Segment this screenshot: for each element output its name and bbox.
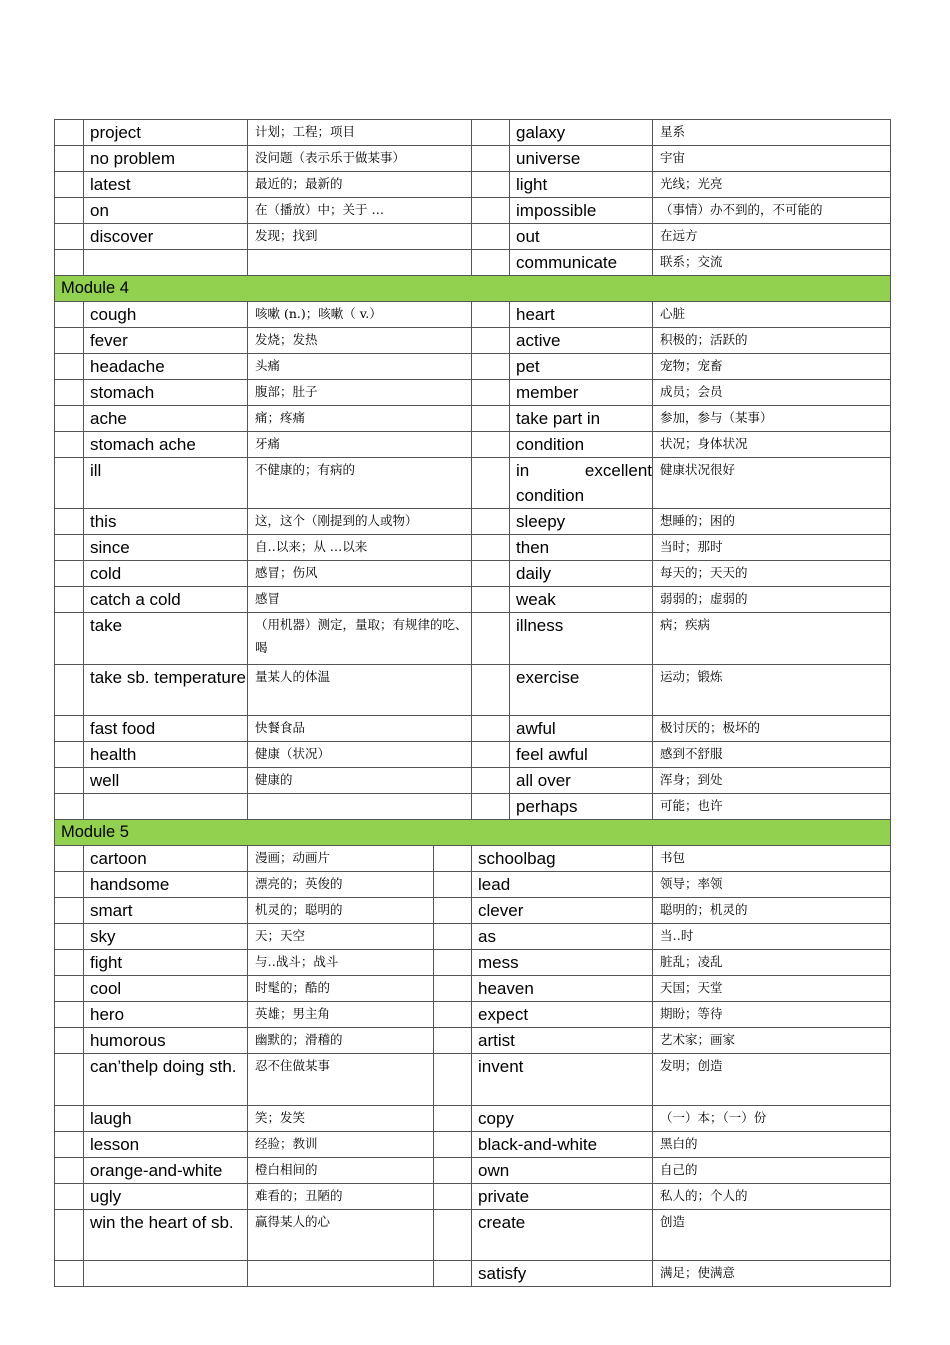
row-number-cell	[55, 872, 84, 898]
table-row	[55, 1105, 891, 1131]
chinese-meaning: 脏乱；凌乱	[653, 950, 891, 976]
english-word: fast food	[84, 716, 248, 742]
chinese-meaning: 病；疾病	[653, 613, 891, 665]
chinese-meaning: 光线；光亮	[653, 172, 891, 198]
top-section	[55, 120, 891, 276]
row-number-cell	[55, 301, 84, 327]
chinese-meaning: 最近的；最新的	[248, 172, 472, 198]
chinese-meaning: 腹部；肚子	[248, 379, 472, 405]
english-word: exercise	[510, 664, 653, 716]
chinese-meaning: 感冒；伤风	[248, 561, 472, 587]
module-5-header: Module 5	[55, 820, 891, 846]
english-word: stomach ache	[84, 431, 248, 457]
table-row	[55, 120, 891, 146]
english-word: illness	[510, 613, 653, 665]
row-number-cell	[472, 794, 510, 820]
module-4-section	[55, 276, 891, 302]
chinese-meaning: 宠物；宠畜	[653, 353, 891, 379]
row-number-cell	[472, 250, 510, 276]
row-number-cell	[55, 198, 84, 224]
row-number-cell	[55, 613, 84, 665]
spacer-cell	[434, 1002, 472, 1028]
english-word: well	[84, 768, 248, 794]
chinese-meaning: 时髦的；酷的	[248, 976, 434, 1002]
chinese-meaning: 成员；会员	[653, 379, 891, 405]
table-row	[55, 924, 891, 950]
chinese-meaning: 自己的	[653, 1157, 891, 1183]
chinese-meaning: 宇宙	[653, 146, 891, 172]
english-word: create	[472, 1209, 653, 1261]
row-number-cell	[472, 742, 510, 768]
english-word: take	[84, 613, 248, 665]
row-number-cell	[55, 535, 84, 561]
chinese-meaning: 想睡的；困的	[653, 509, 891, 535]
english-word: satisfy	[472, 1261, 653, 1287]
row-number-cell	[55, 1028, 84, 1054]
row-number-cell	[472, 224, 510, 250]
english-word: heart	[510, 301, 653, 327]
english-word: daily	[510, 561, 653, 587]
row-number-cell	[472, 587, 510, 613]
english-word: can’thelp doing sth.	[84, 1054, 248, 1106]
spacer-cell	[434, 924, 472, 950]
row-number-cell	[472, 613, 510, 665]
english-word: orange-and-white	[84, 1157, 248, 1183]
english-word: communicate	[510, 250, 653, 276]
row-number-cell	[472, 535, 510, 561]
english-word: this	[84, 509, 248, 535]
english-word	[84, 250, 248, 276]
table-row	[55, 561, 891, 587]
chinese-meaning: 聪明的；机灵的	[653, 898, 891, 924]
row-number-cell	[55, 250, 84, 276]
row-number-cell	[55, 561, 84, 587]
english-word: artist	[472, 1028, 653, 1054]
chinese-meaning: 艺术家；画家	[653, 1028, 891, 1054]
english-word: weak	[510, 587, 653, 613]
row-number-cell	[55, 224, 84, 250]
chinese-meaning: 量某人的体温	[248, 664, 472, 716]
chinese-meaning: 黑白的	[653, 1131, 891, 1157]
table-row	[55, 1028, 891, 1054]
english-word: lesson	[84, 1131, 248, 1157]
vocabulary-sheet	[54, 119, 890, 1287]
chinese-meaning: 参加，参与（某事）	[653, 405, 891, 431]
english-word: ache	[84, 405, 248, 431]
table-row	[55, 379, 891, 405]
table-row	[55, 1209, 891, 1261]
row-number-cell	[55, 379, 84, 405]
english-word: schoolbag	[472, 846, 653, 872]
table-row	[55, 1261, 891, 1287]
spacer-cell	[434, 1105, 472, 1131]
table-row	[55, 768, 891, 794]
table-row	[55, 846, 891, 872]
english-word: out	[510, 224, 653, 250]
chinese-meaning: 创造	[653, 1209, 891, 1261]
english-word	[84, 794, 248, 820]
chinese-meaning: 经验；教训	[248, 1131, 434, 1157]
english-word: member	[510, 379, 653, 405]
chinese-meaning: 在（播放）中；关于 …	[248, 198, 472, 224]
chinese-meaning: 笑；发笑	[248, 1105, 434, 1131]
row-number-cell	[55, 1105, 84, 1131]
table-row	[55, 198, 891, 224]
english-word: galaxy	[510, 120, 653, 146]
chinese-meaning: （事情）办不到的，不可能的	[653, 198, 891, 224]
chinese-meaning: （用机器）测定，量取；有规律的吃、喝	[248, 613, 472, 665]
row-number-cell	[55, 794, 84, 820]
chinese-meaning: 浑身；到处	[653, 768, 891, 794]
chinese-meaning: 发现；找到	[248, 224, 472, 250]
english-word: fight	[84, 950, 248, 976]
table-row	[55, 353, 891, 379]
table-row	[55, 250, 891, 276]
english-word: stomach	[84, 379, 248, 405]
english-word: hero	[84, 1002, 248, 1028]
chinese-meaning: 当时；那时	[653, 535, 891, 561]
english-word: ugly	[84, 1183, 248, 1209]
table-row	[55, 172, 891, 198]
chinese-meaning: 感冒	[248, 587, 472, 613]
table-row	[55, 509, 891, 535]
row-number-cell	[55, 1054, 84, 1106]
english-word: latest	[84, 172, 248, 198]
module-5-rows	[55, 846, 891, 1287]
table-row	[55, 1157, 891, 1183]
english-word: catch a cold	[84, 587, 248, 613]
chinese-meaning: 与‥战斗；战斗	[248, 950, 434, 976]
english-word: cough	[84, 301, 248, 327]
english-word: since	[84, 535, 248, 561]
row-number-cell	[472, 301, 510, 327]
chinese-meaning: 忍不住做某事	[248, 1054, 434, 1106]
row-number-cell	[55, 457, 84, 509]
row-number-cell	[55, 120, 84, 146]
english-word: take part in	[510, 405, 653, 431]
table-row	[55, 1131, 891, 1157]
row-number-cell	[55, 1261, 84, 1287]
table-row	[55, 613, 891, 665]
english-word: active	[510, 327, 653, 353]
table-row	[55, 794, 891, 820]
chinese-meaning: 星系	[653, 120, 891, 146]
english-word: feel awful	[510, 742, 653, 768]
row-number-cell	[55, 716, 84, 742]
spacer-cell	[434, 1157, 472, 1183]
english-word: all over	[510, 768, 653, 794]
english-word: take sb. temperature	[84, 664, 248, 716]
row-number-cell	[472, 716, 510, 742]
table-row	[55, 327, 891, 353]
english-word: handsome	[84, 872, 248, 898]
chinese-meaning: 橙白相间的	[248, 1157, 434, 1183]
row-number-cell	[55, 146, 84, 172]
table-row	[55, 872, 891, 898]
chinese-meaning: 痛；疼痛	[248, 405, 472, 431]
english-word: mess	[472, 950, 653, 976]
chinese-meaning: 天；天空	[248, 924, 434, 950]
chinese-meaning	[248, 250, 472, 276]
english-word: expect	[472, 1002, 653, 1028]
chinese-meaning: 漂亮的；英俊的	[248, 872, 434, 898]
english-word: heaven	[472, 976, 653, 1002]
chinese-meaning: 感到不舒服	[653, 742, 891, 768]
english-word: pet	[510, 353, 653, 379]
english-word: cold	[84, 561, 248, 587]
module-5-section	[55, 820, 891, 846]
chinese-meaning: 书包	[653, 846, 891, 872]
row-number-cell	[55, 405, 84, 431]
chinese-meaning: 没问题（表示乐于做某事）	[248, 146, 472, 172]
english-word: cool	[84, 976, 248, 1002]
row-number-cell	[472, 198, 510, 224]
row-number-cell	[55, 742, 84, 768]
row-number-cell	[472, 146, 510, 172]
spacer-cell	[434, 898, 472, 924]
spacer-cell	[434, 846, 472, 872]
spacer-cell	[434, 1028, 472, 1054]
table-row	[55, 457, 891, 509]
english-word: discover	[84, 224, 248, 250]
row-number-cell	[55, 924, 84, 950]
chinese-meaning: 每天的；天天的	[653, 561, 891, 587]
chinese-meaning: 领导；率领	[653, 872, 891, 898]
english-word: in excellent condition	[510, 457, 653, 509]
chinese-meaning: 联系；交流	[653, 250, 891, 276]
english-word: condition	[510, 431, 653, 457]
chinese-meaning: 计划；工程；项目	[248, 120, 472, 146]
row-number-cell	[55, 846, 84, 872]
row-number-cell	[472, 379, 510, 405]
chinese-meaning: 满足；使满意	[653, 1261, 891, 1287]
english-word: light	[510, 172, 653, 198]
row-number-cell	[472, 768, 510, 794]
english-word: health	[84, 742, 248, 768]
chinese-meaning: 状况；身体状况	[653, 431, 891, 457]
english-word: sky	[84, 924, 248, 950]
row-number-cell	[55, 898, 84, 924]
row-number-cell	[472, 509, 510, 535]
table-row	[55, 405, 891, 431]
chinese-meaning: 快餐食品	[248, 716, 472, 742]
row-number-cell	[55, 664, 84, 716]
table-row	[55, 224, 891, 250]
english-word: lead	[472, 872, 653, 898]
table-row	[55, 976, 891, 1002]
chinese-meaning: 难看的；丑陋的	[248, 1183, 434, 1209]
english-word: as	[472, 924, 653, 950]
table-row	[55, 146, 891, 172]
spacer-cell	[434, 872, 472, 898]
table-row	[55, 898, 891, 924]
row-number-cell	[55, 587, 84, 613]
table-row	[55, 716, 891, 742]
vocabulary-table	[54, 119, 891, 1287]
chinese-meaning: 天国；天堂	[653, 976, 891, 1002]
chinese-meaning: 期盼；等待	[653, 1002, 891, 1028]
spacer-cell	[434, 1131, 472, 1157]
row-number-cell	[472, 457, 510, 509]
english-word: sleepy	[510, 509, 653, 535]
row-number-cell	[472, 664, 510, 716]
english-word: fever	[84, 327, 248, 353]
chinese-meaning: 私人的；个人的	[653, 1183, 891, 1209]
row-number-cell	[55, 431, 84, 457]
chinese-meaning: 当‥时	[653, 924, 891, 950]
english-word: invent	[472, 1054, 653, 1106]
row-number-cell	[55, 1157, 84, 1183]
table-row	[55, 301, 891, 327]
row-number-cell	[472, 120, 510, 146]
english-word: smart	[84, 898, 248, 924]
english-word: cartoon	[84, 846, 248, 872]
chinese-meaning: 头痛	[248, 353, 472, 379]
english-word: awful	[510, 716, 653, 742]
table-row	[55, 431, 891, 457]
row-number-cell	[55, 509, 84, 535]
chinese-meaning	[248, 794, 472, 820]
chinese-meaning: 不健康的；有病的	[248, 457, 472, 509]
chinese-meaning: 运动；锻炼	[653, 664, 891, 716]
english-word: own	[472, 1157, 653, 1183]
english-word: win the heart of sb.	[84, 1209, 248, 1261]
chinese-meaning: 极讨厌的；极坏的	[653, 716, 891, 742]
row-number-cell	[55, 950, 84, 976]
row-number-cell	[472, 327, 510, 353]
module-4-rows	[55, 301, 891, 820]
english-word: no problem	[84, 146, 248, 172]
chinese-meaning: 健康（状况）	[248, 742, 472, 768]
english-word: impossible	[510, 198, 653, 224]
english-word	[84, 1261, 248, 1287]
table-row	[55, 587, 891, 613]
chinese-meaning: （一）本；（一）份	[653, 1105, 891, 1131]
english-word: humorous	[84, 1028, 248, 1054]
chinese-meaning: 健康状况很好	[653, 457, 891, 509]
spacer-cell	[434, 1054, 472, 1106]
spacer-cell	[434, 1261, 472, 1287]
chinese-meaning: 弱弱的；虚弱的	[653, 587, 891, 613]
chinese-meaning: 自‥以来；从 …以来	[248, 535, 472, 561]
row-number-cell	[472, 431, 510, 457]
english-word: on	[84, 198, 248, 224]
table-row	[55, 535, 891, 561]
table-row	[55, 1054, 891, 1106]
chinese-meaning: 牙痛	[248, 431, 472, 457]
chinese-meaning	[248, 1261, 434, 1287]
spacer-cell	[434, 1209, 472, 1261]
chinese-meaning: 赢得某人的心	[248, 1209, 434, 1261]
english-word: project	[84, 120, 248, 146]
chinese-meaning: 健康的	[248, 768, 472, 794]
english-word: ill	[84, 457, 248, 509]
row-number-cell	[55, 172, 84, 198]
row-number-cell	[472, 561, 510, 587]
english-word: private	[472, 1183, 653, 1209]
table-row	[55, 1002, 891, 1028]
chinese-meaning: 咳嗽 (n.)；咳嗽（ v.）	[248, 301, 472, 327]
row-number-cell	[55, 1183, 84, 1209]
english-word: copy	[472, 1105, 653, 1131]
table-row	[55, 1183, 891, 1209]
chinese-meaning: 机灵的；聪明的	[248, 898, 434, 924]
chinese-meaning: 发明；创造	[653, 1054, 891, 1106]
row-number-cell	[55, 976, 84, 1002]
english-word: black-and-white	[472, 1131, 653, 1157]
english-word: perhaps	[510, 794, 653, 820]
english-word: universe	[510, 146, 653, 172]
chinese-meaning: 发烧；发热	[248, 327, 472, 353]
spacer-cell	[434, 1183, 472, 1209]
row-number-cell	[472, 353, 510, 379]
chinese-meaning: 漫画；动画片	[248, 846, 434, 872]
row-number-cell	[472, 172, 510, 198]
module-4-header: Module 4	[55, 276, 891, 302]
row-number-cell	[55, 1002, 84, 1028]
english-word: laugh	[84, 1105, 248, 1131]
english-word: then	[510, 535, 653, 561]
chinese-meaning: 英雄；男主角	[248, 1002, 434, 1028]
row-number-cell	[55, 768, 84, 794]
table-row	[55, 950, 891, 976]
english-word: headache	[84, 353, 248, 379]
chinese-meaning: 幽默的；滑稽的	[248, 1028, 434, 1054]
table-row	[55, 664, 891, 716]
chinese-meaning: 在远方	[653, 224, 891, 250]
chinese-meaning: 积极的；活跃的	[653, 327, 891, 353]
row-number-cell	[55, 1131, 84, 1157]
row-number-cell	[55, 1209, 84, 1261]
row-number-cell	[472, 405, 510, 431]
english-word: clever	[472, 898, 653, 924]
spacer-cell	[434, 976, 472, 1002]
spacer-cell	[434, 950, 472, 976]
row-number-cell	[55, 327, 84, 353]
chinese-meaning: 这，这个（刚提到的人或物）	[248, 509, 472, 535]
chinese-meaning: 心脏	[653, 301, 891, 327]
row-number-cell	[55, 353, 84, 379]
table-row	[55, 742, 891, 768]
chinese-meaning: 可能；也许	[653, 794, 891, 820]
